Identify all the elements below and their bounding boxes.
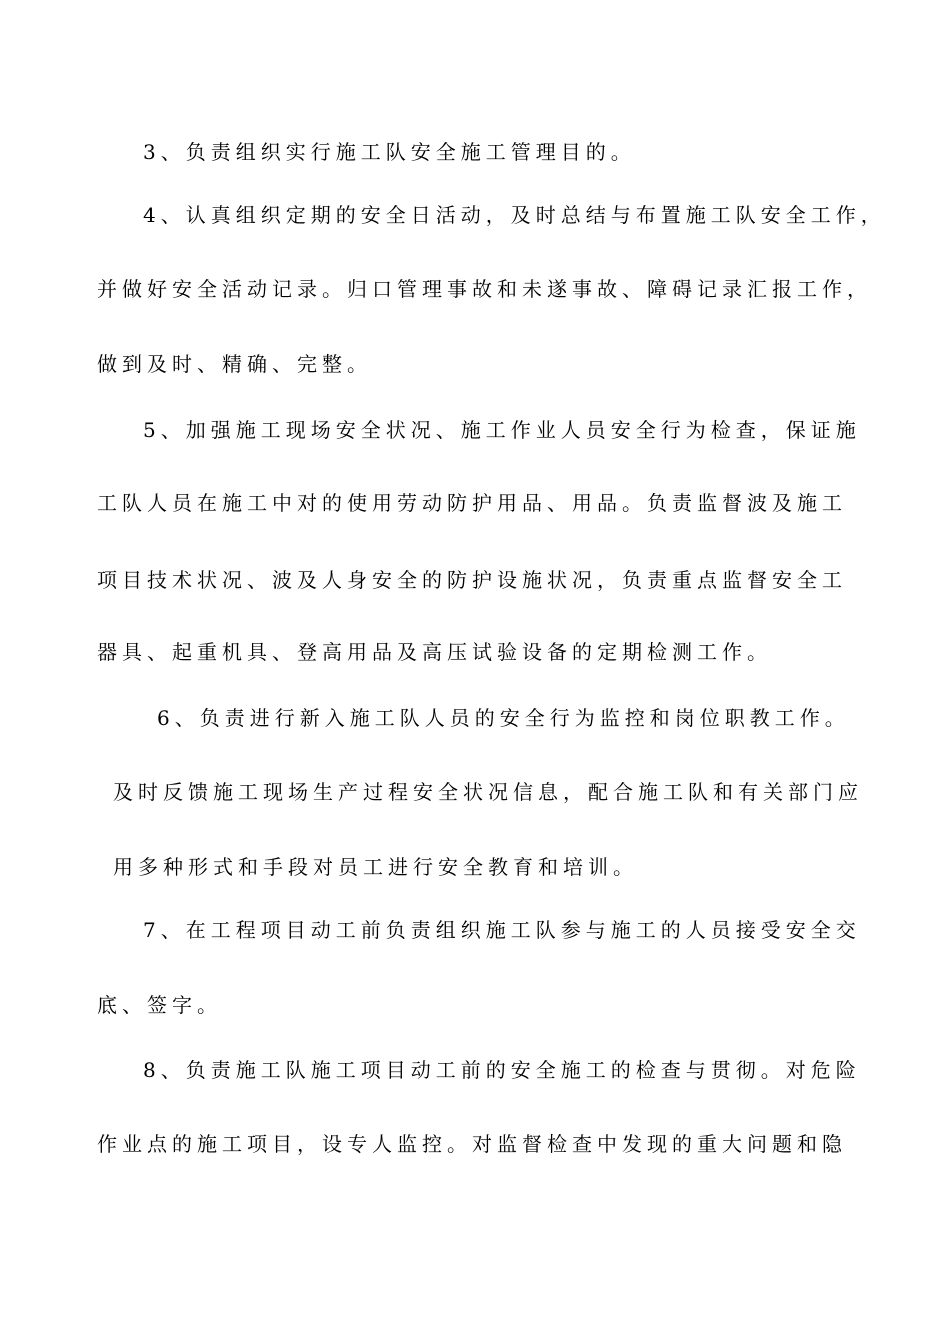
paragraph-3-line-1: 3、负责组织实行施工队安全施工管理目的。 (143, 140, 636, 164)
paragraph-4-line-2: 并做好安全活动记录。归口管理事故和未遂事故、障碍记录汇报工作， (97, 277, 872, 301)
paragraph-8-line-2: 作业点的施工项目，设专人监控。对监督检查中发现的重大问题和隐 (97, 1132, 847, 1156)
paragraph-7-line-1: 7、在工程项目动工前负责组织施工队参与施工的人员接受安全交 (143, 918, 861, 942)
paragraph-7-line-2: 底、签字。 (97, 993, 222, 1017)
paragraph-6-line-3: 用多种形式和手段对员工进行安全教育和培训。 (113, 855, 638, 879)
paragraph-4-line-3: 做到及时、精确、完整。 (97, 352, 372, 376)
paragraph-8-line-1: 8、负责施工队施工项目动工前的安全施工的检查与贯彻。对危险 (143, 1058, 861, 1082)
paragraph-6-line-2: 及时反馈施工现场生产过程安全状况信息，配合施工队和有关部门应 (113, 780, 863, 804)
paragraph-6-line-1: 6、负责进行新入施工队人员的安全行为监控和岗位职教工作。 (157, 706, 850, 730)
paragraph-5-line-3: 项目技术状况、波及人身安全的防护设施状况，负责重点监督安全工 (97, 568, 847, 592)
paragraph-4-line-1: 4、认真组织定期的安全日活动，及时总结与布置施工队安全工作， (143, 203, 886, 227)
paragraph-5-line-1: 5、加强施工现场安全状况、施工作业人员安全行为检查，保证施 (143, 418, 861, 442)
paragraph-5-line-4: 器具、起重机具、登高用品及高压试验设备的定期检测工作。 (97, 640, 772, 664)
paragraph-5-line-2: 工队人员在施工中对的使用劳动防护用品、用品。负责监督波及施工 (97, 491, 847, 515)
